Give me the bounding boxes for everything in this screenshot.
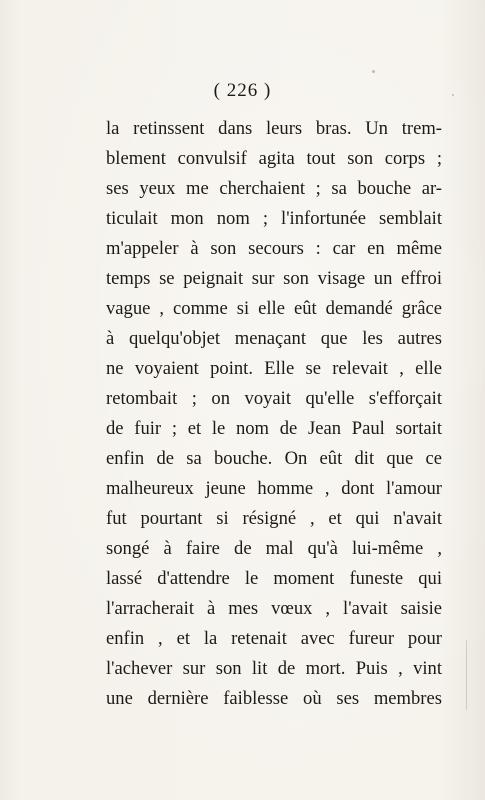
body-text xyxy=(106,114,442,714)
text-line: à quelqu'objet menaçant que les autres xyxy=(106,328,442,349)
text-line: l'achever sur son lit de mort. Puis , vint xyxy=(106,658,442,679)
text-line: ticulait mon nom ; l'infortunée semblait xyxy=(106,208,442,229)
text-line: fut pourtant si résigné , et qui n'avait xyxy=(106,508,442,529)
text-line: ne voyaient point. Elle se relevait , elle xyxy=(106,358,442,379)
text-line: blement convulsif agita tout son corps ; xyxy=(106,148,442,169)
paper-speck xyxy=(372,70,375,73)
text-line: songé à faire de mal qu'à lui-même , xyxy=(106,538,442,559)
text-line: enfin de sa bouche. On eût dit que ce xyxy=(106,448,442,469)
text-line: l'arracherait à mes vœux , l'avait saisie xyxy=(106,598,442,619)
text-line: la retinssent dans leurs bras. Un trem- xyxy=(106,118,442,139)
text-line: lassé d'attendre le moment funeste qui xyxy=(106,568,442,589)
page-number: ( 226 ) xyxy=(213,80,272,101)
text-line: temps se peignait sur son visage un effroi xyxy=(106,268,442,289)
text-line: m'appeler à son secours : car en même xyxy=(106,238,442,259)
text-line: ses yeux me cherchaient ; sa bouche ar- xyxy=(106,178,442,199)
text-line: enfin , et la retenait avec fureur pour xyxy=(106,628,442,649)
text-line: vague , comme si elle eût demandé grâce xyxy=(106,298,442,319)
text-line: retombait ; on voyait qu'elle s'efforçait xyxy=(106,388,442,409)
page-edge-mark xyxy=(466,640,467,710)
text-line: de fuir ; et le nom de Jean Paul sortait xyxy=(106,418,442,439)
text-line: une dernière faiblesse où ses membres xyxy=(106,688,442,709)
text-line: malheureux jeune homme , dont l'amour xyxy=(106,478,442,499)
